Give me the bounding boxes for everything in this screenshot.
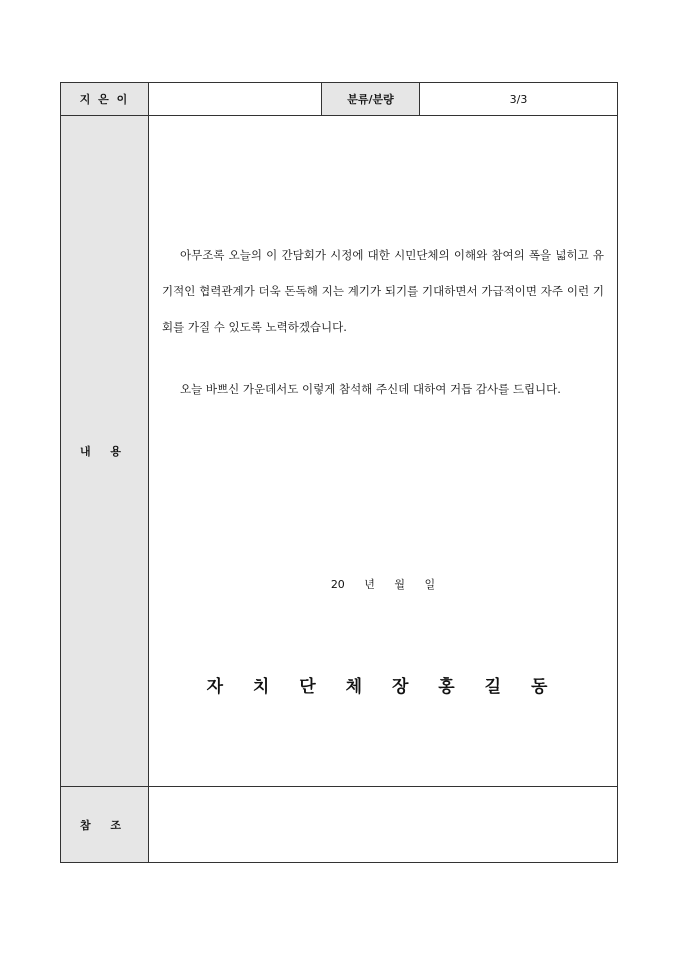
reference-value	[149, 787, 618, 863]
category-value: 3/3	[420, 83, 618, 116]
content-label: 내 용	[61, 116, 149, 787]
body-paragraph-2: 오늘 바쁘신 가운데서도 이렇게 참석해 주신데 대하여 거듭 감사를 드립니다.	[180, 382, 561, 396]
document-form-table	[60, 82, 618, 863]
date-line: 20 년 월 일	[330, 578, 436, 591]
author-value	[149, 83, 322, 116]
header-row	[61, 83, 618, 116]
content-cell	[149, 116, 618, 787]
content-row	[61, 116, 618, 787]
author-label: 지 은 이	[61, 83, 149, 116]
reference-row	[61, 787, 618, 863]
signature: 자 치 단 체 장 홍 길 동	[206, 677, 560, 697]
category-label: 분류/분량	[322, 83, 420, 116]
body-text	[162, 237, 604, 407]
body-paragraph-1: 아무조록 오늘의 이 간담회가 시정에 대한 시민단체의 이해와 참여의 폭을 넓히고 유기적인 협력관계가 더욱 돈독해 지는 계기가 되기를 기대하면서 가급적이면 자주 이런 기회를 가질 수 있도록 노력하겠습니다.	[162, 248, 604, 334]
reference-label: 참 조	[61, 787, 149, 863]
